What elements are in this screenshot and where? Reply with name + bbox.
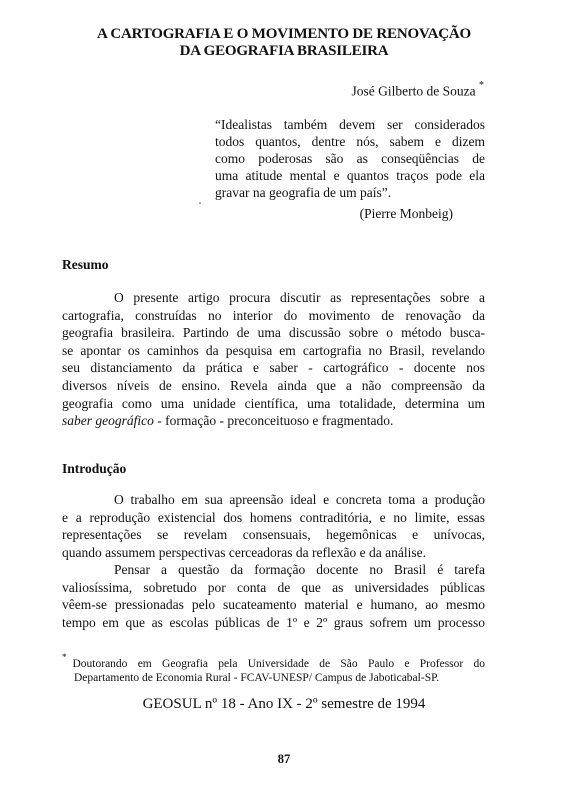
epigraph-line: todos quantos, dentre nós, sabem e dizem xyxy=(215,134,485,149)
author-name xyxy=(352,82,484,100)
paragraph-line: vêem-se pressionadas pelo sucateamento material e humano, ao mesmo xyxy=(62,597,485,613)
epigraph-source: (Pierre Monbeig) xyxy=(359,206,453,221)
page-number: 87 xyxy=(277,752,291,766)
footnote-line-2: Departamento de Economia Rural - FCAV-UNESP/ Campus de Jaboticabal-SP. xyxy=(74,671,440,684)
epigraph-line: como poderosas são as conseqüências de xyxy=(215,151,485,166)
resumo-paragraph xyxy=(62,289,485,430)
introducao-heading: Introdução xyxy=(62,461,127,476)
title-line-1: A CARTOGRAFIA E O MOVIMENTO DE RENOVAÇÃO xyxy=(96,26,472,42)
author-footnote-mark: * xyxy=(479,80,484,91)
paragraph-line: O trabalho em sua apreensão ideal e concreta toma a produção xyxy=(114,492,485,507)
title-line-2: DA GEOGRAFIA BRASILEIRA xyxy=(179,43,389,59)
paragraph-line: tempo em que as escolas públicas de 1º e 2º graus sofrem um processo xyxy=(62,614,485,630)
italic-term: saber geográfico xyxy=(62,413,154,429)
paragraph-line: Pensar a questão da formação docente no Brasil é tarefa xyxy=(114,562,485,577)
paragraph-line: geografia brasileira. Partindo de uma discussão sobre o método busca- xyxy=(62,325,485,341)
epigraph-line: uma atitude mental e quantos traços pode ela xyxy=(215,168,485,183)
paragraph-line: representações se revelam consensuais, hegemônicas e unívocas, xyxy=(62,527,485,543)
paragraph-line: O presente artigo procura discutir as representações sobre a xyxy=(114,290,485,305)
epigraph-line: “Idealistas também devem ser considerados xyxy=(215,117,485,132)
introducao-paragraph-1 xyxy=(62,491,485,561)
introducao-paragraph-2 xyxy=(62,561,485,631)
author-text: José Gilberto de Souza xyxy=(351,83,476,99)
article-title xyxy=(50,26,518,60)
journal-citation: GEOSUL nº 18 - Ano IX - 2º semestre de 1994 xyxy=(142,696,426,712)
paragraph-line: cartografia, construídas no interior do movimento de renovação da xyxy=(62,307,485,323)
resumo-heading: Resumo xyxy=(62,257,109,272)
paragraph-line: geografia como uma unidade científica, uma totalidade, determina um xyxy=(62,395,485,411)
footnote-mark: * xyxy=(62,652,67,662)
paragraph-line: se apontar os caminhos da pesquisa em cartografia no Brasil, revelando xyxy=(62,342,485,358)
paragraph-line: seu distanciamento da prática e saber - cartográfico - docente nos xyxy=(62,360,485,376)
paragraph-line: valiosíssima, sobretudo por conta de que as universidades públicas xyxy=(62,579,485,595)
footnote-text-1: Doutorando em Geografia pela Universidade de São Paulo e Professor do xyxy=(72,657,485,670)
paragraph-line-rest: - formação - preconceituoso e fragmentado. xyxy=(153,413,394,429)
epigraph-line: gravar na geografia de um país”. xyxy=(215,185,392,200)
footnote-line-1 xyxy=(62,652,485,671)
epigraph-quote xyxy=(215,116,485,201)
scan-speck xyxy=(199,202,201,204)
footnote xyxy=(62,652,485,685)
paragraph-line: quando assumem perspectivas cerceadoras da reflexão e da análise. xyxy=(62,544,426,560)
paragraph-line xyxy=(62,412,485,430)
paragraph-line: diversos níveis de ensino. Revela ainda que a não compreensão da xyxy=(62,377,485,393)
paragraph-line: e a reprodução existencial dos homens contraditória, e no limite, essas xyxy=(62,509,485,525)
